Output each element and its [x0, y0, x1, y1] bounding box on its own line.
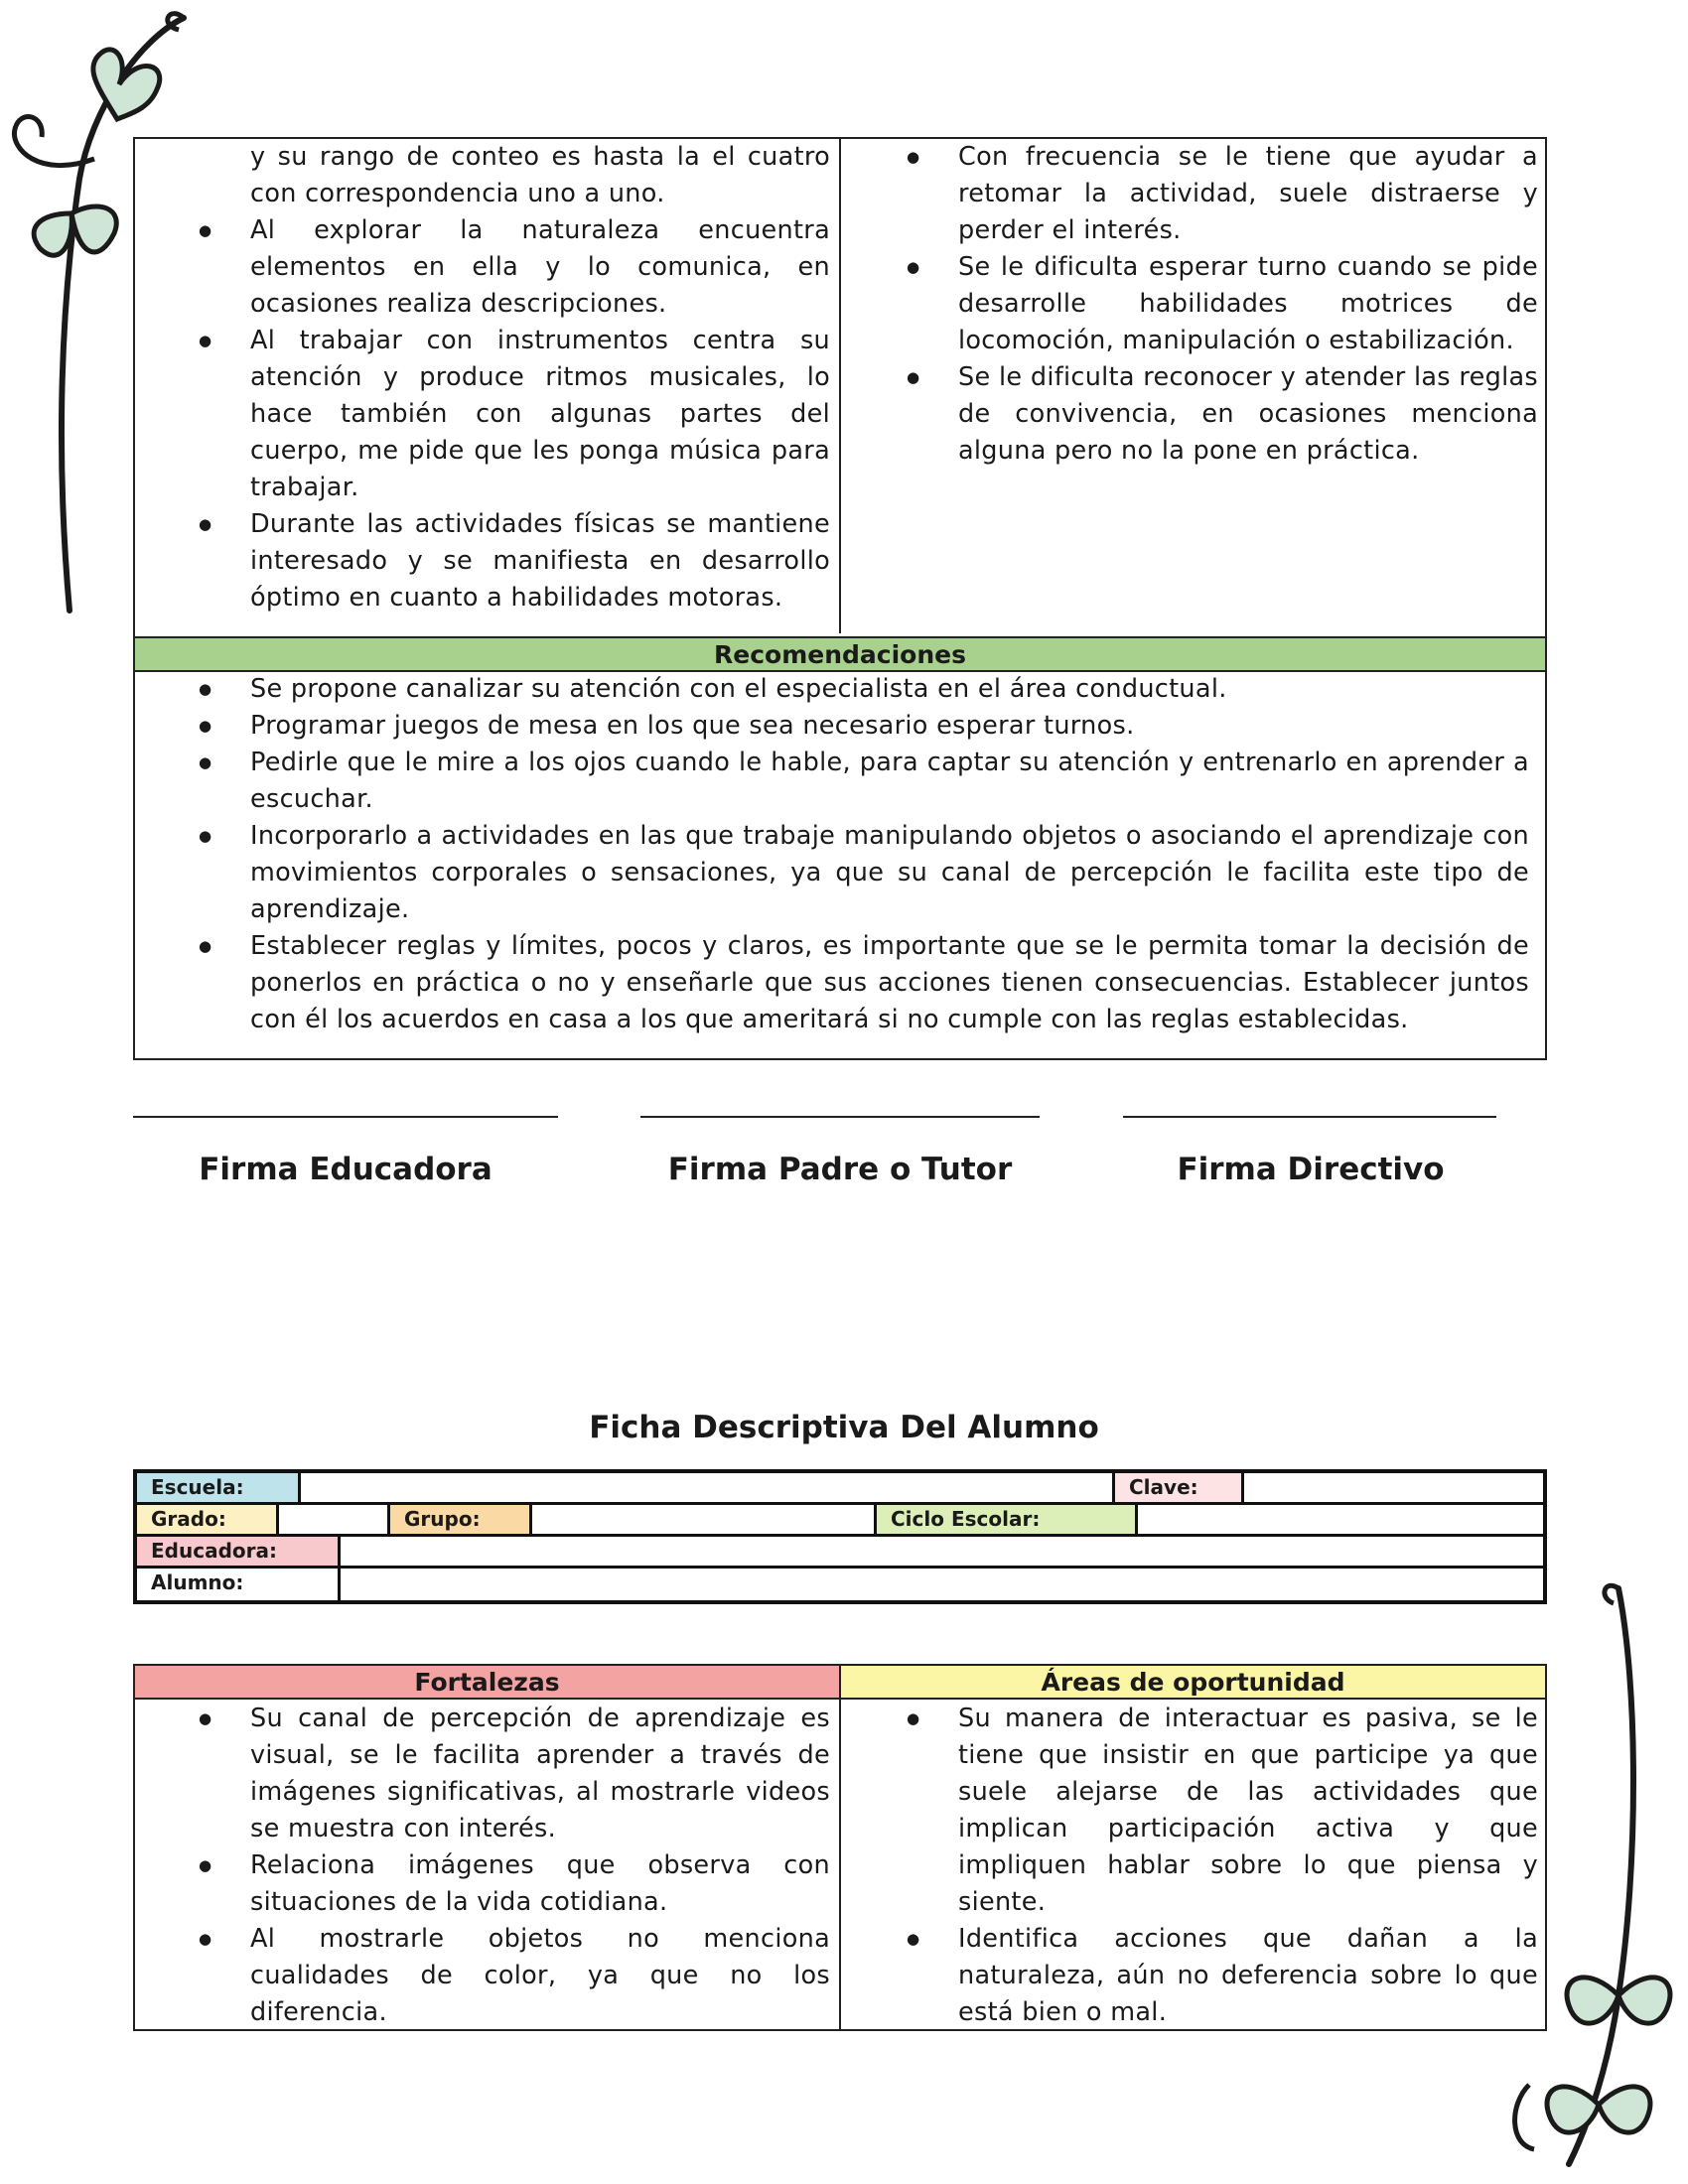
fortalezas-column — [135, 1701, 830, 2031]
right-column — [843, 139, 1538, 470]
list-item: ● Al trabajar con instrumentos centra su atención y produce ritmos musicales, lo hace también con algunas partes del cuerpo, me pide que les ponga música para trabajar. — [135, 323, 830, 506]
left-list — [135, 139, 830, 616]
right-list — [843, 139, 1538, 470]
recommendations-section — [135, 671, 1529, 1038]
grupo-label: Grupo: — [390, 1505, 532, 1534]
column-divider — [839, 137, 841, 633]
escuela-field[interactable] — [301, 1473, 1115, 1502]
areas-column — [843, 1701, 1538, 2031]
recommendations-list — [135, 671, 1529, 1038]
signature-line-educadora — [133, 1116, 558, 1118]
list-item: ● Al mostrarle objetos no menciona cualidades de color, ya que no los diferencia. — [135, 1921, 830, 2031]
grid-row-escuela — [137, 1473, 1543, 1505]
left-column — [135, 139, 830, 616]
list-item: ● Relaciona imágenes que observa con situaciones de la vida cotidiana. — [135, 1847, 830, 1921]
list-item: ● Se le dificulta esperar turno cuando se pide desarrolle habilidades motrices de locomoción, manipulación o estabilización. — [843, 249, 1538, 359]
fortalezas-header: Fortalezas — [135, 1666, 839, 1700]
list-item: ● Se le dificulta reconocer y atender las reglas de convivencia, en ocasiones menciona alguna pero no la pone en práctica. — [843, 359, 1538, 470]
column-divider-bottom — [839, 1664, 841, 2031]
signature-label-padre: Firma Padre o Tutor — [667, 1152, 1013, 1187]
list-item: ● Programar juegos de mesa en los que sea necesario esperar turnos. — [135, 708, 1529, 745]
grid-row-educadora — [137, 1537, 1543, 1569]
list-item: ● Durante las actividades físicas se mantiene interesado y se manifiesta en desarrollo óptimo en cuanto a habilidades motoras. — [135, 506, 830, 616]
alumno-field[interactable] — [341, 1569, 1543, 1600]
ciclo-field[interactable] — [1138, 1505, 1543, 1534]
list-item: ● Establecer reglas y límites, pocos y claros, es importante que se le permita tomar la decisión de ponerlos en práctica o no y enseñarle que sus acciones tienen consecuencias. Establecer juntos con él los acuerdos en casa a los que ameritará si no cumple con las reglas establecidas. — [135, 928, 1529, 1038]
grid-row-alumno — [137, 1569, 1543, 1600]
grid-row-grado — [137, 1505, 1543, 1537]
list-item: ● Su canal de percepción de aprendizaje es visual, se le facilita aprender a través de imágenes significativas, al mostrarle videos se muestra con interés. — [135, 1701, 830, 1847]
clave-field[interactable] — [1244, 1473, 1543, 1502]
escuela-label: Escuela: — [137, 1473, 301, 1502]
student-info-grid — [133, 1469, 1547, 1604]
list-item: ● Identifica acciones que dañan a la naturaleza, aún no deferencia sobre lo que está bien o mal. — [843, 1921, 1538, 2031]
signature-label-directivo: Firma Directivo — [1177, 1152, 1445, 1187]
grupo-field[interactable] — [532, 1505, 877, 1534]
list-item: ● Se propone canalizar su atención con el especialista en el área conductual. — [135, 671, 1529, 708]
areas-list — [843, 1701, 1538, 2031]
list-item: y su rango de conteo es hasta la el cuatro con correspondencia uno a uno. — [250, 142, 830, 208]
ciclo-label: Ciclo Escolar: — [877, 1505, 1138, 1534]
signature-line-padre — [640, 1116, 1040, 1118]
signature-label-educadora: Firma Educadora — [199, 1152, 492, 1187]
form-title: Ficha Descriptiva Del Alumno — [589, 1410, 1099, 1445]
list-item: ● Con frecuencia se le tiene que ayudar a retomar la actividad, suele distraerse y perder el interés. — [843, 139, 1538, 249]
fortalezas-list — [135, 1701, 830, 2031]
list-item: ● Incorporarlo a actividades en las que trabaje manipulando objetos o asociando el aprendizaje con movimientos corporales o sensaciones, ya que su canal de percepción le facilita este tipo de aprendizaje. — [135, 818, 1529, 928]
educadora-label: Educadora: — [137, 1537, 341, 1566]
grado-label: Grado: — [137, 1505, 279, 1534]
areas-header: Áreas de oportunidad — [841, 1666, 1545, 1700]
clave-label: Clave: — [1115, 1473, 1244, 1502]
signature-line-directivo — [1123, 1116, 1496, 1118]
list-item: ● Al explorar la naturaleza encuentra elementos en ella y lo comunica, en ocasiones realiza descripciones. — [135, 212, 830, 323]
list-item: ● Su manera de interactuar es pasiva, se le tiene que insistir en que participe ya que suele alejarse de las actividades que implican participación activa y que impliquen hablar sobre lo que piensa y siente. — [843, 1701, 1538, 1921]
grado-field[interactable] — [279, 1505, 390, 1534]
alumno-label: Alumno: — [137, 1569, 341, 1600]
recommendations-header: Recomendaciones — [135, 636, 1545, 672]
list-item: ● Pedirle que le mire a los ojos cuando le hable, para captar su atención y entrenarlo en aprender a escuchar. — [135, 745, 1529, 818]
educadora-field[interactable] — [341, 1537, 1543, 1566]
